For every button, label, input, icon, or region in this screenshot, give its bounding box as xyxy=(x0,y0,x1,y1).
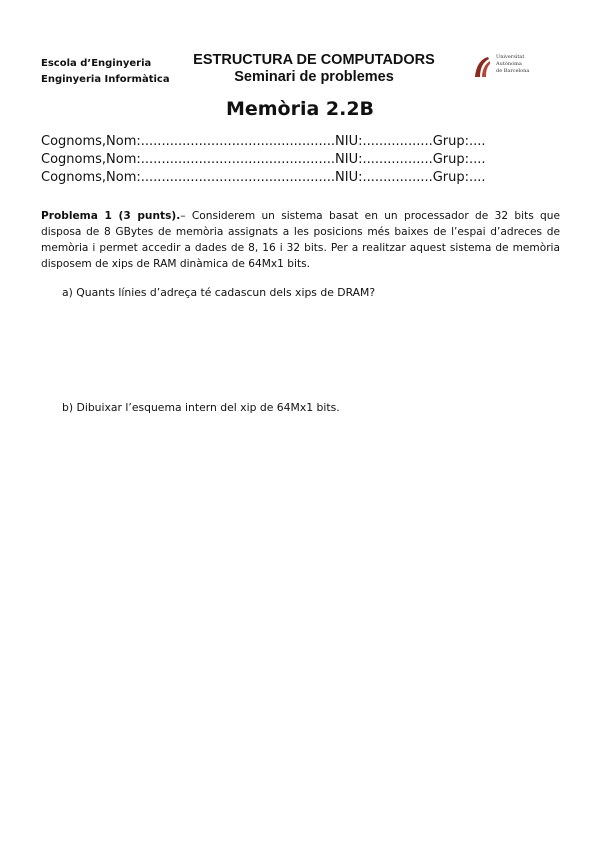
school-line-1: Escola d’Enginyeria xyxy=(41,58,152,69)
niu-label: NIU: xyxy=(335,152,363,167)
group-blank[interactable]: .... xyxy=(469,170,486,185)
problem-statement xyxy=(41,208,560,272)
name-label: Cognoms,Nom: xyxy=(41,152,141,167)
niu-label: NIU: xyxy=(335,134,363,149)
question-text: Dibuixar l’esquema intern del xip de 64Mx1 bits. xyxy=(76,401,340,414)
niu-blank[interactable]: ................. xyxy=(362,134,433,149)
university-line-3: de Barcelona xyxy=(496,68,530,74)
university-name xyxy=(496,54,529,75)
school-name xyxy=(41,56,170,88)
group-blank[interactable]: .... xyxy=(469,134,486,149)
name-label: Cognoms,Nom: xyxy=(41,170,141,185)
question-b xyxy=(62,401,340,415)
niu-blank[interactable]: ................. xyxy=(362,170,433,185)
name-blank[interactable]: ............................................... xyxy=(140,152,336,167)
student-field-row[interactable] xyxy=(41,132,486,151)
problem-heading: Problema 1 (3 punts). xyxy=(41,210,181,222)
niu-label: NIU: xyxy=(335,170,363,185)
question-label: b) xyxy=(62,401,74,414)
group-label: Grup: xyxy=(432,134,470,149)
course-header xyxy=(184,52,444,86)
question-text: Quants línies d’adreça té cadascun dels xips de DRAM? xyxy=(76,286,376,299)
page-title: Memòria 2.2B xyxy=(225,98,375,120)
school-line-2: Enginyeria Informàtica xyxy=(41,74,170,85)
group-label: Grup: xyxy=(432,152,470,167)
course-subtitle: Seminari de problemes xyxy=(234,69,394,85)
group-label: Grup: xyxy=(432,170,470,185)
university-line-1: Universitat xyxy=(496,54,525,60)
question-label: a) xyxy=(62,286,73,299)
question-a xyxy=(62,286,375,300)
problem-text: – Considerem un sistema basat en un processador de 32 bits que disposa de 8 GBytes de memòria assignats a les posicions més baixes de l’espai d’adreces de memòria i permet accedir a dades de 8, 16 i 32 bits. Per a realitzar aquest sistema de memòria disposem de xips de RAM dinàmica de 64Mx1 bits. xyxy=(41,210,561,270)
name-label: Cognoms,Nom: xyxy=(41,134,141,149)
name-blank[interactable]: ............................................... xyxy=(140,134,336,149)
group-blank[interactable]: .... xyxy=(469,152,486,167)
university-logo-icon xyxy=(472,55,492,79)
name-blank[interactable]: ............................................... xyxy=(140,170,336,185)
student-field-row[interactable] xyxy=(41,150,486,169)
university-line-2: Autònoma xyxy=(496,61,522,67)
university-logo xyxy=(472,53,542,83)
course-title: ESTRUCTURA DE COMPUTADORS xyxy=(193,52,435,68)
niu-blank[interactable]: ................. xyxy=(362,152,433,167)
student-field-row[interactable] xyxy=(41,168,486,187)
